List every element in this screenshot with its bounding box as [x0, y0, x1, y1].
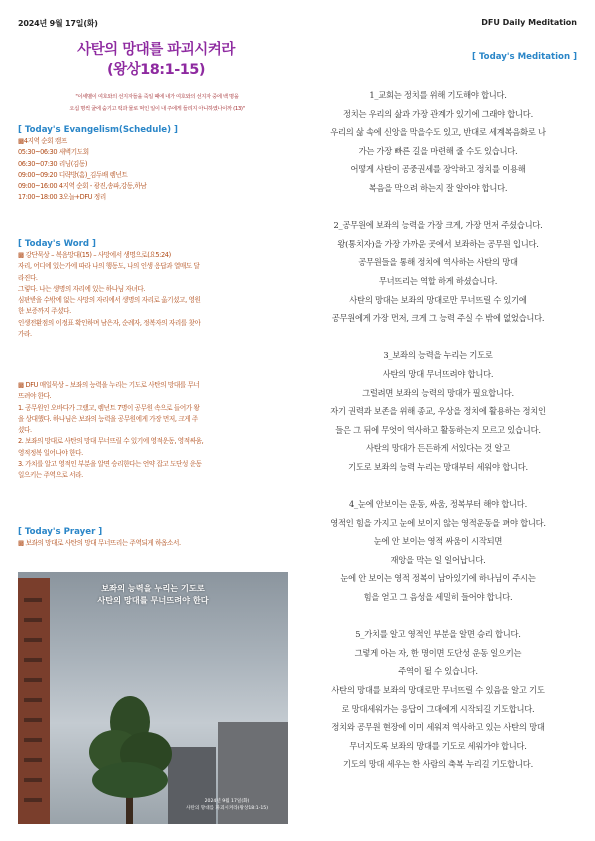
meditation-summary [18, 380, 290, 482]
meditation-line: 들은 그 뒤에 무엇이 역사하고 활동하는지 모르고 있습니다. [335, 424, 541, 435]
schedule-item: 09:00~09:20 디략방(흠)_김두배 렘넌트 [18, 170, 128, 179]
meditation-line: 공무원에게 가장 먼저, 크게 그 능력 주실 수 밖에 없었습니다. [331, 313, 545, 324]
schedule-item: 05:30~06:30 새벽기도회 [18, 148, 89, 157]
photo-caption-line: 사탄의 망대를 무너뜨려야 한다 [97, 595, 209, 605]
meditation-line: 1_교회는 정치를 위해 기도해야 합니다. [369, 90, 507, 100]
meditation-line: 기도로 보좌의 능력 누리는 망대부터 세워야 합니다. [348, 461, 528, 472]
meditation-line: 그럴려면 보좌의 능력의 망대가 필요합니다. [362, 387, 514, 398]
schedule-item: ▩4지역 순회 캠프 [18, 137, 67, 145]
meditation-line: 2_공무원에 보좌의 능력을 가장 크게, 가장 먼저 주셨습니다. [333, 220, 543, 231]
page-title: 사탄의 망대를 파괴시켜라 [77, 42, 235, 58]
word-line: 뜨려야 한다. [18, 392, 52, 401]
header-brand: DFU Daily Meditation [481, 18, 577, 27]
word-line: 가라. [18, 330, 32, 339]
meditation-line: 가는 가장 빠른 길을 마련해 줄 수도 있습니다. [358, 145, 518, 156]
photo-caption [18, 582, 288, 606]
meditation-line: 기도의 망대 세우는 한 사람의 축복 누리길 기도합니다. [343, 759, 533, 770]
photo-caption-line: 보좌의 능력을 누리는 기도로 [101, 583, 205, 593]
schedule-item: 06:30~07:30 리닝(김동) [18, 159, 88, 168]
meditation-line: 사탄의 망대가 든든하게 서있다는 것 알고 [366, 443, 510, 454]
meditation-line: 공무원들을 통해 정치에 역사하는 사탄의 망대 [358, 257, 518, 268]
meditation-section [296, 216, 580, 328]
word-line: 자리, 어디에 있는가에 따라 나의 행동도, 나의 인생 응답과 열매도 달 [18, 262, 200, 271]
building-left [18, 578, 50, 824]
word-line: 일으키는 주역으로 서라. [18, 471, 83, 480]
meditation-line: 사탄의 망대는 보좌의 망대로만 무너뜨릴 수 있기에 [349, 294, 527, 305]
meditation-line: 힘을 얻고 그 음성을 세밀히 들어야 합니다. [363, 592, 513, 603]
word-heading: [ Today's Word ] [18, 239, 96, 249]
meditation-line: 사탄의 망대를 보좌의 망대로만 무너뜨릴 수 있음을 알고 기도 [331, 685, 545, 695]
photo-stamp-line: 2024년 9월 17일(화) [204, 799, 250, 804]
evangelism-section [18, 124, 290, 204]
meditation-line: 정치는 우리의 삶과 가장 관계가 있기에 그래야 합니다. [343, 108, 533, 119]
cover-photo [18, 572, 288, 824]
meditation-line: 로 망대세워가는 응답이 그대에게 시작되길 기도합니다. [341, 703, 535, 714]
meditation-line: 영적인 힘을 가지고 눈에 보이지 않는 영적운동을 펴야 합니다. [330, 517, 546, 528]
meditation-line: 주역이 될 수 있습니다. [398, 666, 478, 677]
photo-stamp-line: 사탄의 망대를 파괴시켜라(왕상18:1-15) [185, 806, 268, 811]
meditation-line: 어떻게 사탄이 공중권세를 장악하고 정치를 이용해 [350, 164, 526, 175]
meditation-line: 3_보좌의 능력을 누리는 기도로 [383, 350, 493, 361]
word-line: 한 보증까지 주셨다. [18, 307, 71, 316]
header-date: 2024년 9월 17일(화) [18, 19, 98, 28]
word-line: ▩ DFU 매일묵상 – 보좌의 능력을 누리는 기도로 사탄의 망대를 무너 [18, 381, 200, 389]
meditation-section [296, 625, 580, 774]
evangelism-heading: [ Today's Evangelism(Schedule) ] [18, 125, 178, 135]
word-line: ▩ 강단묵상 – 복음망대(15) – 사망에서 생명으로(요5:24) [18, 251, 171, 259]
meditation-section [296, 86, 580, 198]
meditation-line: 우리의 삶 속에 신앙을 막을수도 있고, 반대로 세계복음화로 나 [330, 127, 546, 138]
meditation-body [296, 86, 580, 774]
meditation-line: 재앙을 막는 일 일어납니다. [390, 554, 486, 565]
meditation-line: 5_가치를 알고 영적인 부분을 알면 승리 합니다. [355, 629, 521, 640]
word-line: 그렇다. 나는 생명의 자리에 있는 하나님 자녀다. [18, 284, 145, 293]
word-line: 라진다. [18, 273, 38, 282]
meditation-section [296, 346, 580, 476]
meditation-line: 무너지도록 보좌의 망대를 기도로 세워가야 합니다. [349, 740, 527, 751]
schedule-item: 17:00~18:00 3오늘+DFU 정리 [18, 193, 106, 202]
scripture-reference: (왕상18:1-15) [106, 62, 206, 78]
word-line: 을 상대했다. 하나님은 보좌의 능력을 공무원에게 가장 먼저, 크게 주 [18, 414, 198, 423]
meditation-line: 눈에 안 보이는 영적 정복이 남아있기에 하나님이 주시는 [340, 573, 536, 584]
meditation-heading: [ Today's Meditation ] [472, 52, 577, 62]
meditation-line: 4_눈에 안보이는 운동, 싸움, 정복부터 해야 합니다. [349, 499, 527, 510]
word-line: 3. 가치를 알고 영적인 부분을 알면 승리한다는 언약 잡고 도단성 운동 [18, 460, 202, 469]
epigraph [22, 91, 292, 115]
word-line: 2. 보좌의 망대로 사탄의 망대 무너뜨릴 수 있기에 영적운동, 영적싸움, [18, 437, 204, 446]
meditation-section [296, 495, 580, 607]
word-section [18, 238, 290, 340]
prayer-text: ▩ 보좌의 망대로 사탄의 망대 무너뜨리는 주역되게 하옵소서. [18, 539, 181, 547]
word-line: 심판받을 수밖에 없는 사망의 자리에서 생명의 자리로 옮기셨고, 영원 [18, 296, 201, 305]
meditation-line: 눈에 안 보이는 영적 싸움이 시작되면 [373, 536, 503, 547]
prayer-section [18, 526, 290, 549]
epigraph-line: "이세벨이 여호와의 선지자들을 죽일 때에 내가 여호와의 선지자 중에 백 명을 [75, 94, 239, 100]
prayer-heading: [ Today's Prayer ] [18, 527, 103, 537]
epigraph-line: 오십 명씩 굴에 숨기고 떡과 물로 먹인 일이 내 주에게 들리지 아니하였나이까 (13)" [69, 106, 245, 112]
meditation-line: 정치와 공무원 현장에 이미 세워져 역사하고 있는 사탄의 망대 [331, 722, 545, 733]
meditation-line: 자기 권력과 보존을 위해 종교, 우상을 정치에 활용하는 정치인 [330, 406, 546, 417]
meditation-line: 사탄의 망대 무너뜨려야 합니다. [382, 368, 494, 379]
photo-stamp [186, 798, 268, 812]
word-line: 인생전환점의 이정표 확인하며 남은자, 순례자, 정복자의 자리를 찾아 [18, 318, 201, 327]
word-line: 영적정복 일어나야 한다. [18, 448, 83, 457]
word-line: 1. 공무원인 오바다가 그랬고, 렘넌트 7명이 공무원 속으로 들어가 왕 [18, 403, 200, 412]
meditation-line: 복음을 막으려 하는지 잘 알아야 합니다. [368, 182, 508, 193]
schedule-item: 09:00~16:00 4지역 순회 - 광진,송파,강동,하남 [18, 182, 147, 191]
meditation-line: 왕(통치자)을 가장 가까운 곳에서 보좌하는 공무원 입니다. [337, 238, 539, 249]
tree-icon [80, 692, 180, 824]
meditation-line: 그렇게 아는 자, 한 명이면 도단성 운동 일으키는 [354, 647, 522, 658]
word-line: 셨다. [18, 426, 32, 435]
meditation-line: 무너뜨리는 역할 하게 하셨습니다. [378, 275, 498, 286]
